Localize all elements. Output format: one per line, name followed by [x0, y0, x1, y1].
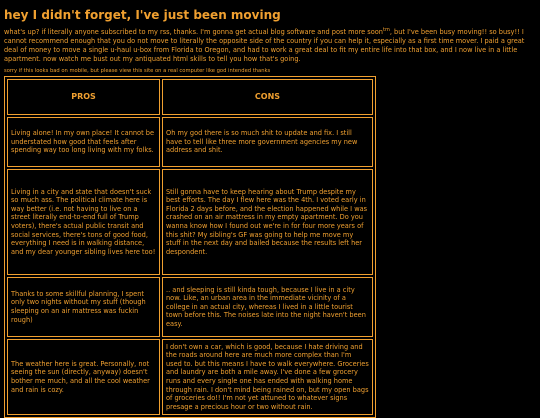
trademark-superscript: tm	[382, 26, 390, 33]
pros-cons-table	[4, 76, 376, 418]
intro-text-end: , but I've been busy moving!! so busy!! I cannot recommend enough that you do not move to literally the opposite side of the country if you can help it, especially as a first time mover. I paid a great deal of money to move a single u-haul u-box from Florida to Oregon, and had to work a great deal to fit my entire life into that box, and I now live in a little apartment. now watch me bust out my antiquated html skills to tell you how that's going.	[4, 28, 525, 63]
pro-cell: Living in a city and state that doesn't suck so much ass. The political climate here is way better (i.e. not having to live on a street literally end-to-end full of Trump voters), there's actual public transit and social services, there's tons of good food, everything I need is in walking distance, and my dear younger sibling lives here too!	[7, 169, 160, 275]
table-row	[7, 117, 373, 167]
pros-header: PROS	[7, 79, 160, 115]
table-header-row	[7, 79, 373, 115]
con-cell: I don't own a car, which is good, because I hate driving and the roads around here are much more complex than I'm used to. but this means I have to walk everywhere. Groceries and laundry are both a mile away. I've done a few grocery runs and every single one has ended with walking home through rain. I don't mind being rained on, but my open bags of groceries do!! I'm not yet attuned to whatever signs presage a precious hour or two without rain.	[162, 339, 373, 415]
pro-cell: Thanks to some skillful planning, I spent only two nights without my stuff (though sleeping on an air mattress was fuckin rough)	[7, 277, 160, 337]
pro-cell: The weather here is great. Personally, not seeing the sun (directly, anyway) doesn't bother me much, and all the cool weather and rain is cozy.	[7, 339, 160, 415]
table-row	[7, 339, 373, 415]
cons-header: CONS	[162, 79, 373, 115]
pro-cell: Living alone! In my own place! It cannot be understated how good that feels after spending way too long living with my folks.	[7, 117, 160, 167]
table-row	[7, 277, 373, 337]
post-title: hey I didn't forget, I've just been moving	[4, 8, 281, 22]
intro-text-start: what's up? if literally anyone subscribed to my rss, thanks. I'm gonna get actual blog software and post more soon	[4, 28, 383, 36]
intro-paragraph	[4, 28, 536, 64]
con-cell: .. and sleeping is still kinda tough, because I live in a city now. Like, an urban area in the immediate vicinity of a college in an actual city, whereas I lived in a little tourist town before this. The noises late into the night haven't been easy.	[162, 277, 373, 337]
table-row	[7, 169, 373, 275]
con-cell: Oh my god there is so much shit to update and fix. I still have to tell like three more government agencies my new address and shit.	[162, 117, 373, 167]
con-cell: Still gonna have to keep hearing about Trump despite my best efforts. The day I flew here was the 4th. I voted early in Florida 2 days before, and the election happened while I was crashed on an air mattress in my empty apartment. Do you wanna know how I found out we're in for four more years of this shit? My sibling's GF was going to help me move my stuff in the next day and bailed because the results left her despondent.	[162, 169, 373, 275]
mobile-note: sorry if this looks bad on mobile, but please view this site on a real computer like god intended thanks	[4, 68, 271, 74]
